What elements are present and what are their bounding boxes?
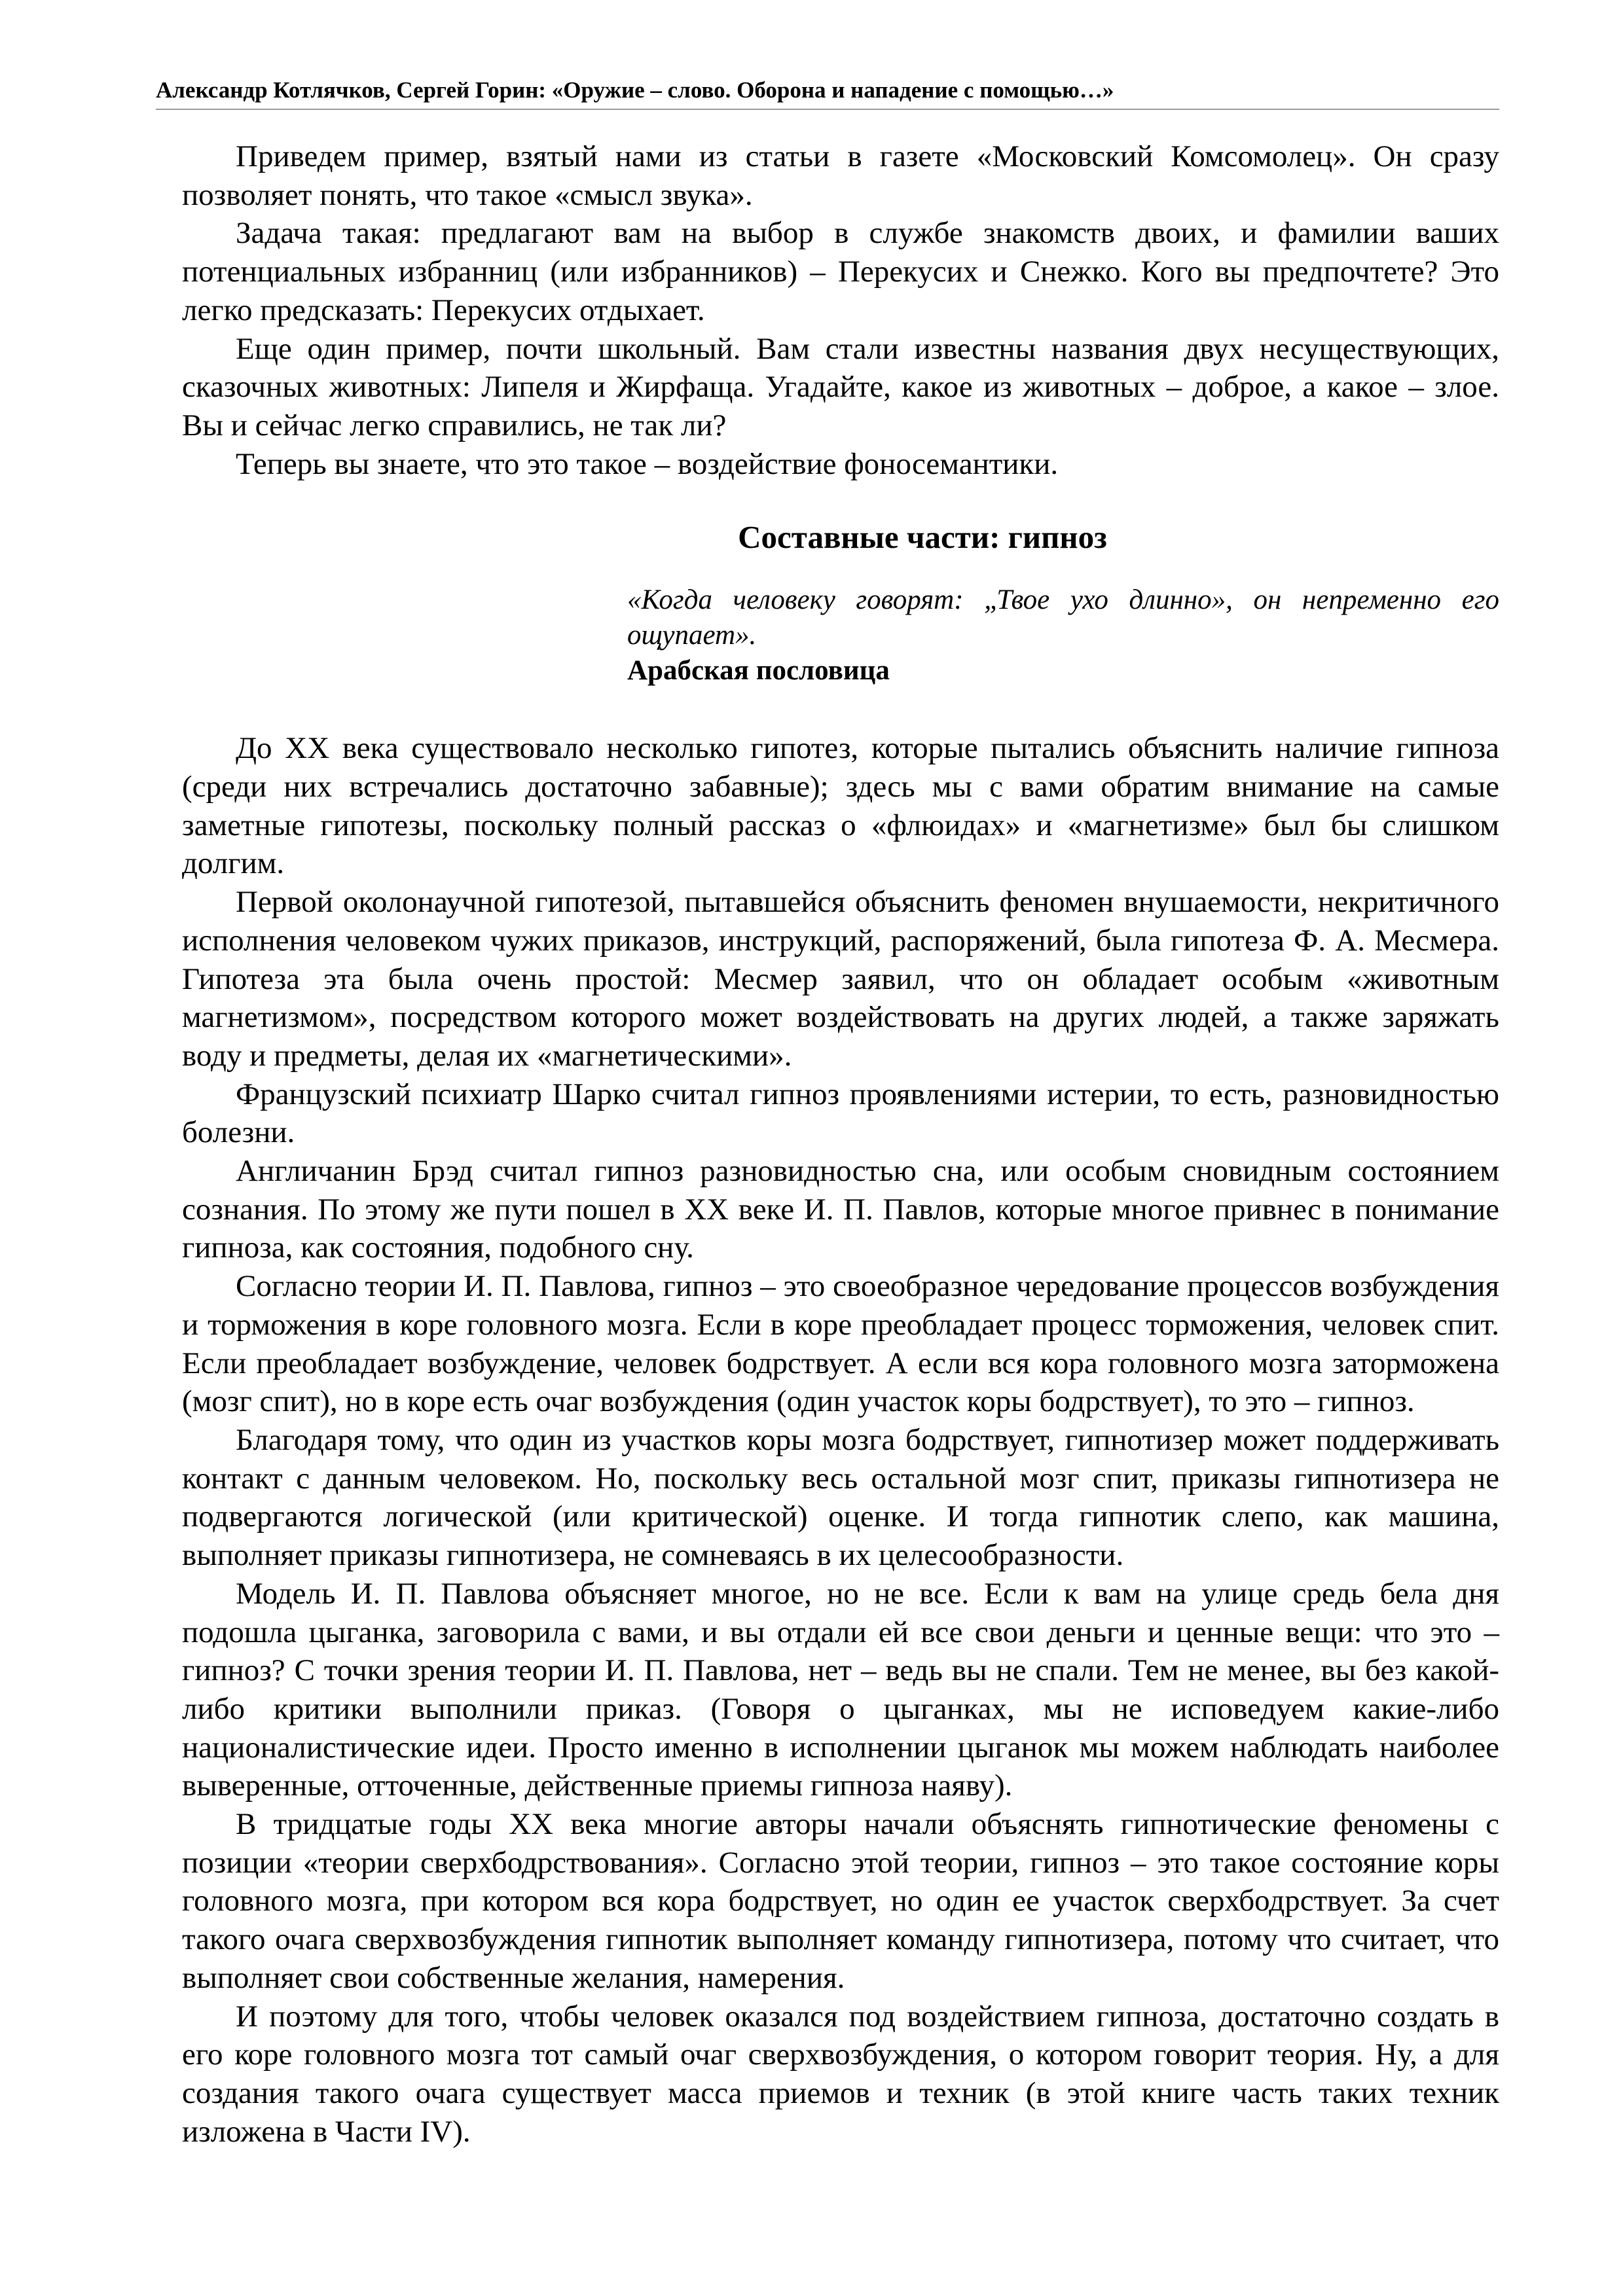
header-rule (156, 109, 1499, 110)
spacer (182, 492, 1499, 517)
paragraph-body-4: Англичанин Брэд считал гипноз разновидностью сна, или особым сновидным состоянием сознания. По этому же пути пошел в XX веке И. П. Павлов, которые многое привнес в понимание гипноза, как состояния, подобного сну. (182, 1154, 1499, 1265)
paragraph-body-7: Модель И. П. Павлова объясняет многое, но не все. Если к вам на улице средь бела дня подошла цыганка, заговорила с вами, и вы отдали ей все свои деньги и ценные вещи: что это – гипноз? С точки зрения теории И. П. Павлова, нет – ведь вы не спали. Тем не менее, вы без какой-либо критики выполнили приказ. (Говоря о цыганках, мы не исповедуем какие-либо националистические идеи. Просто именно в исполнении цыганок мы можем наблюдать наиболее выверенные, отточенные, действенные приемы гипноза наяву). (182, 1576, 1499, 1803)
spacer (182, 483, 1499, 492)
paragraph-body-9: И поэтому для того, чтобы человек оказался под воздействием гипноза, достаточно создать в его коре головного мозга тот самый очаг сверхвозбуждения, о котором говорит теория. Ну, а для создания такого очага существует масса приемов и техник (в этой книге часть таких техник изложена в Части IV). (182, 1999, 1499, 2149)
epigraph-source: Арабская пословица (627, 655, 890, 687)
epigraph (627, 583, 1499, 689)
text-block (182, 137, 1499, 2151)
paragraph-intro-4: Теперь вы знаете, что это такое – воздействие фоносемантики. (236, 446, 1059, 481)
paragraph-intro-1: Приведем пример, взятый нами из статьи в газете «Московский Комсомолец». Он сразу позволяет понять, что такое «смысл звука». (182, 139, 1499, 212)
paragraph-body-6: Благодаря тому, что один из участков коры мозга бодрствует, гипнотизер может поддерживать контакт с данным человеком. Но, поскольку весь остальной мозг спит, приказы гипнотизера не подвергаются логической (или критической) оценке. И тогда гипнотик слепо, как машина, выполняет приказы гипнотизера, не сомневаясь в их целесообразности. (182, 1422, 1499, 1573)
running-header: Александр Котлячков, Сергей Горин: «Оружие – слово. Оборона и нападение с помощью…» (156, 77, 1114, 103)
epigraph-quote: «Когда человеку говорят: „Твое ухо длинно», он непременно его ощупает». (627, 584, 1499, 651)
paragraph-body-8: В тридцатые годы XX века многие авторы начали объяснять гипнотические феномены с позиции «теории сверхбодрствования». Согласно этой теории, гипноз – это такое состояние коры головного мозга, при котором вся кора бодрствует, но один ее участок сверхбодрствует. За счет такого очага сверхвозбуждения гипнотик выполняет команду гипнотизера, потому что считает, что выполняет свои собственные желания, намерения. (182, 1807, 1499, 1995)
spacer (182, 689, 1499, 729)
paragraph-body-5: Согласно теории И. П. Павлова, гипноз – это своеобразное чередование процессов возбуждения и торможения в коре головного мозга. Если в коре преобладает процесс торможения, человек спит. Если преобладает возбуждение, человек бодрствует. А если вся кора головного мозга заторможена (мозг спит), но в коре есть очаг возбуждения (один участок коры бодрствует), то это – гипноз. (182, 1269, 1499, 1419)
paragraph-body-1: До XX века существовало несколько гипотез, которые пытались объяснить наличие гипноза (среди них встречались достаточно забавные); здесь мы с вами обратим внимание на самые заметные гипотезы, поскольку полный рассказ о «флюидах» и «магнетизме» был бы слишком долгим. (182, 731, 1499, 881)
paragraph-body-2: Первой околонаучной гипотезой, пытавшейся объяснить феномен внушаемости, некритичного исполнения человеком чужих приказов, инструкций, распоряжений, была гипотеза Ф. А. Месмера. Гипотеза эта была очень простой: Месмер заявил, что он обладает особым «животным магнетизмом», посредством которого может воздействовать на других людей, а также заряжать воду и предметы, делая их «магнетическими». (182, 885, 1499, 1073)
paragraph-intro-3: Еще один пример, почти школьный. Вам стали известны названия двух несуществующих, сказочных животных: Липеля и Жирфаща. Угадайте, какое из животных – доброе, а какое – злое. Вы и сейчас легко справились, не так ли? (182, 331, 1499, 442)
section-heading: Составные части: гипноз (738, 519, 1107, 556)
paragraph-body-3: Французский психиатр Шарко считал гипноз проявлениями истерии, то есть, разновидностью болезни. (182, 1077, 1499, 1150)
paragraph-intro-2: Задача такая: предлагают вам на выбор в службе знакомств двоих, и фамилии ваших потенциальных избранниц (или избранников) – Перекусих и Снежко. Кого вы предпочтете? Это легко предсказать: Перекусих отдыхает. (182, 216, 1499, 327)
